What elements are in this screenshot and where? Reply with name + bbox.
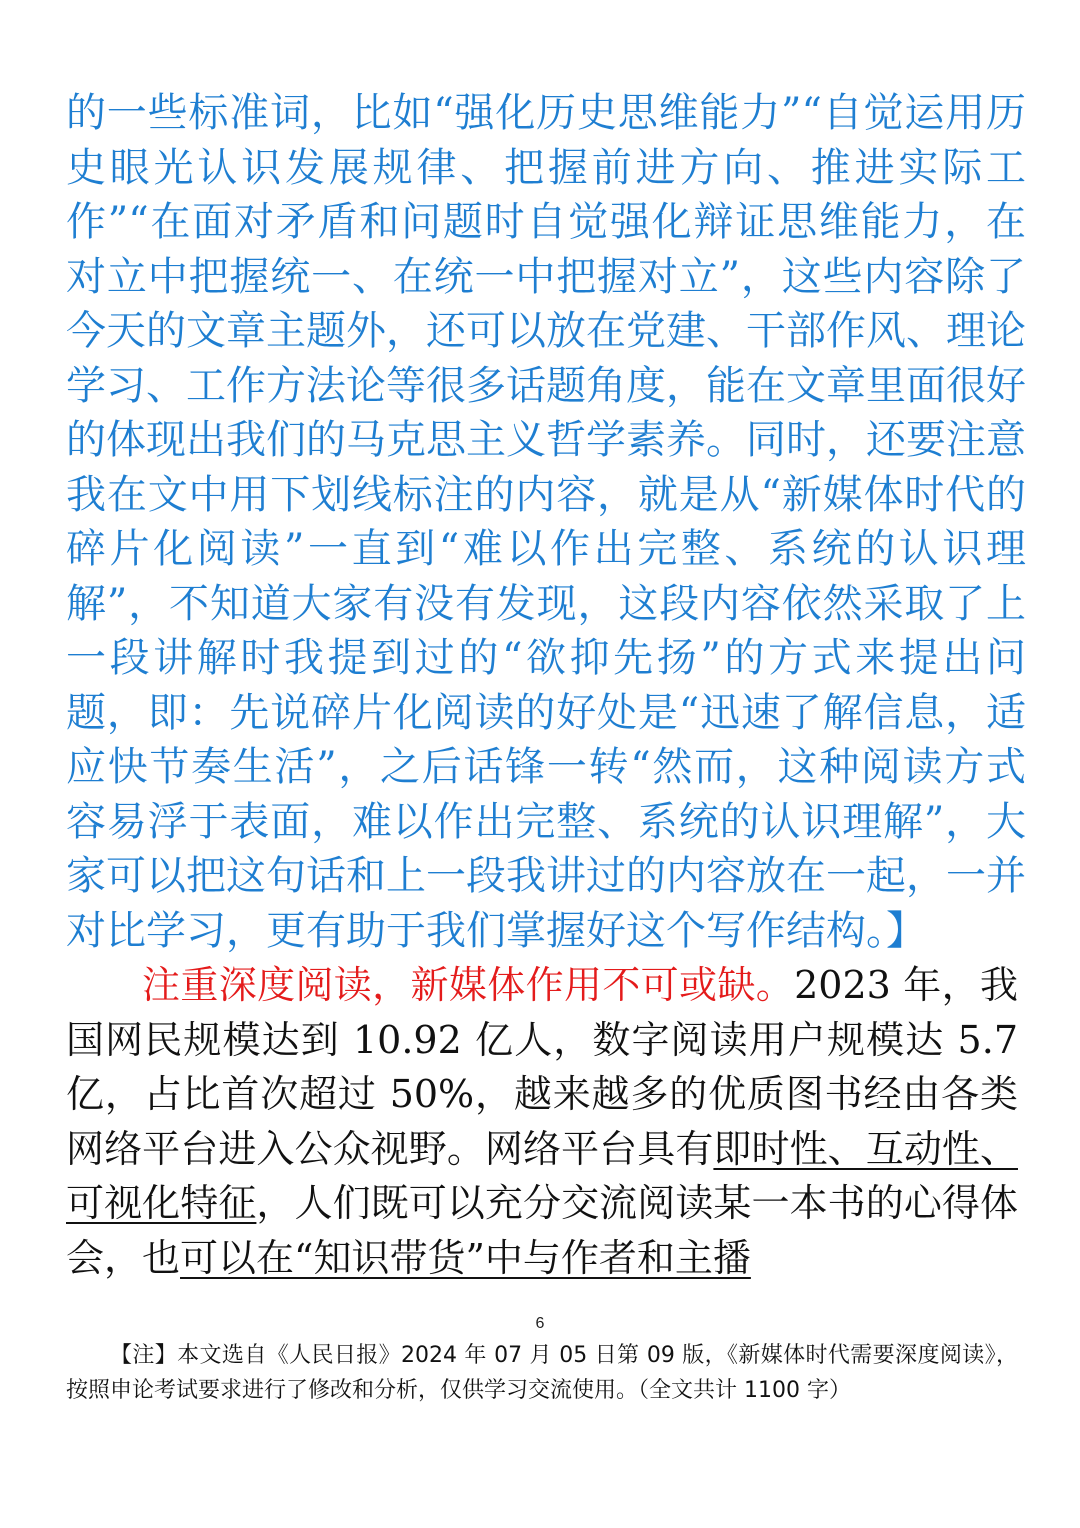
article-paragraph bbox=[66, 958, 1018, 1285]
footnote: 【注】本文选自《人民日报》2024 年 07 月 05 日第 09 版，《新媒体时代需要深度阅读》，按照申论考试要求进行了修改和分析，仅供学习交流使用。（全文共计 1100 字） bbox=[66, 1343, 1018, 1403]
commentary-text: 的一些标准词，比如“强化历史思维能力”“自觉运用历史眼光认识发展规律、把握前进方向、推进实际工作”“在面对矛盾和问题时自觉强化辩证思维能力，在对立中把握统一、在统一中把握对立”，这些内容除了今天的文章主题外，还可以放在党建、干部作风、理论学习、工作方法论等很多话题角度，能在文章里面很好的体现出我们的马克思主义哲学素养。同时，还要注意我在文中用下划线标注的内容，就是从“新媒体时代的碎片化阅读”一直到“难以作出完整、系统的认识理解”，不知道大家有没有发现，这段内容依然采取了上一段讲解时我提到过的“欲抑先扬”的方式来提出问题，即：先说碎片化阅读的好处是“迅速了解信息，适应快节奏生活”，之后话锋一转“然而，这种阅读方式容易浮于表面，难以作出完整、系统的认识理解”，大家可以把这句话和上一段我讲过的内容放在一起，一并对比学习，更有助于我们掌握好这个写作结构。】 bbox=[66, 90, 1026, 954]
underlined-text-2: 可以在“知识带货”中与作者和主播 bbox=[180, 1235, 751, 1280]
red-heading: 注重深度阅读，新媒体作用不可或缺。 bbox=[142, 963, 795, 1007]
article-text-1: 2023 年，我国网民规模达到 10.92 亿人，数字阅读用户规模达 5.7 亿，占比首次超过 50%，越来越多的优质图书经由各类网络平台进入公众视野。网络平台具有 bbox=[66, 963, 1018, 1171]
article-text-2: ，人们既可以充分交流阅读某一本书的心得体会，也 bbox=[66, 1181, 1018, 1280]
page-number: 6 bbox=[535, 1315, 545, 1332]
commentary-paragraph bbox=[66, 86, 1026, 958]
underlined-text-1: 即时性、互动性、可视化特征 bbox=[66, 1126, 1018, 1225]
